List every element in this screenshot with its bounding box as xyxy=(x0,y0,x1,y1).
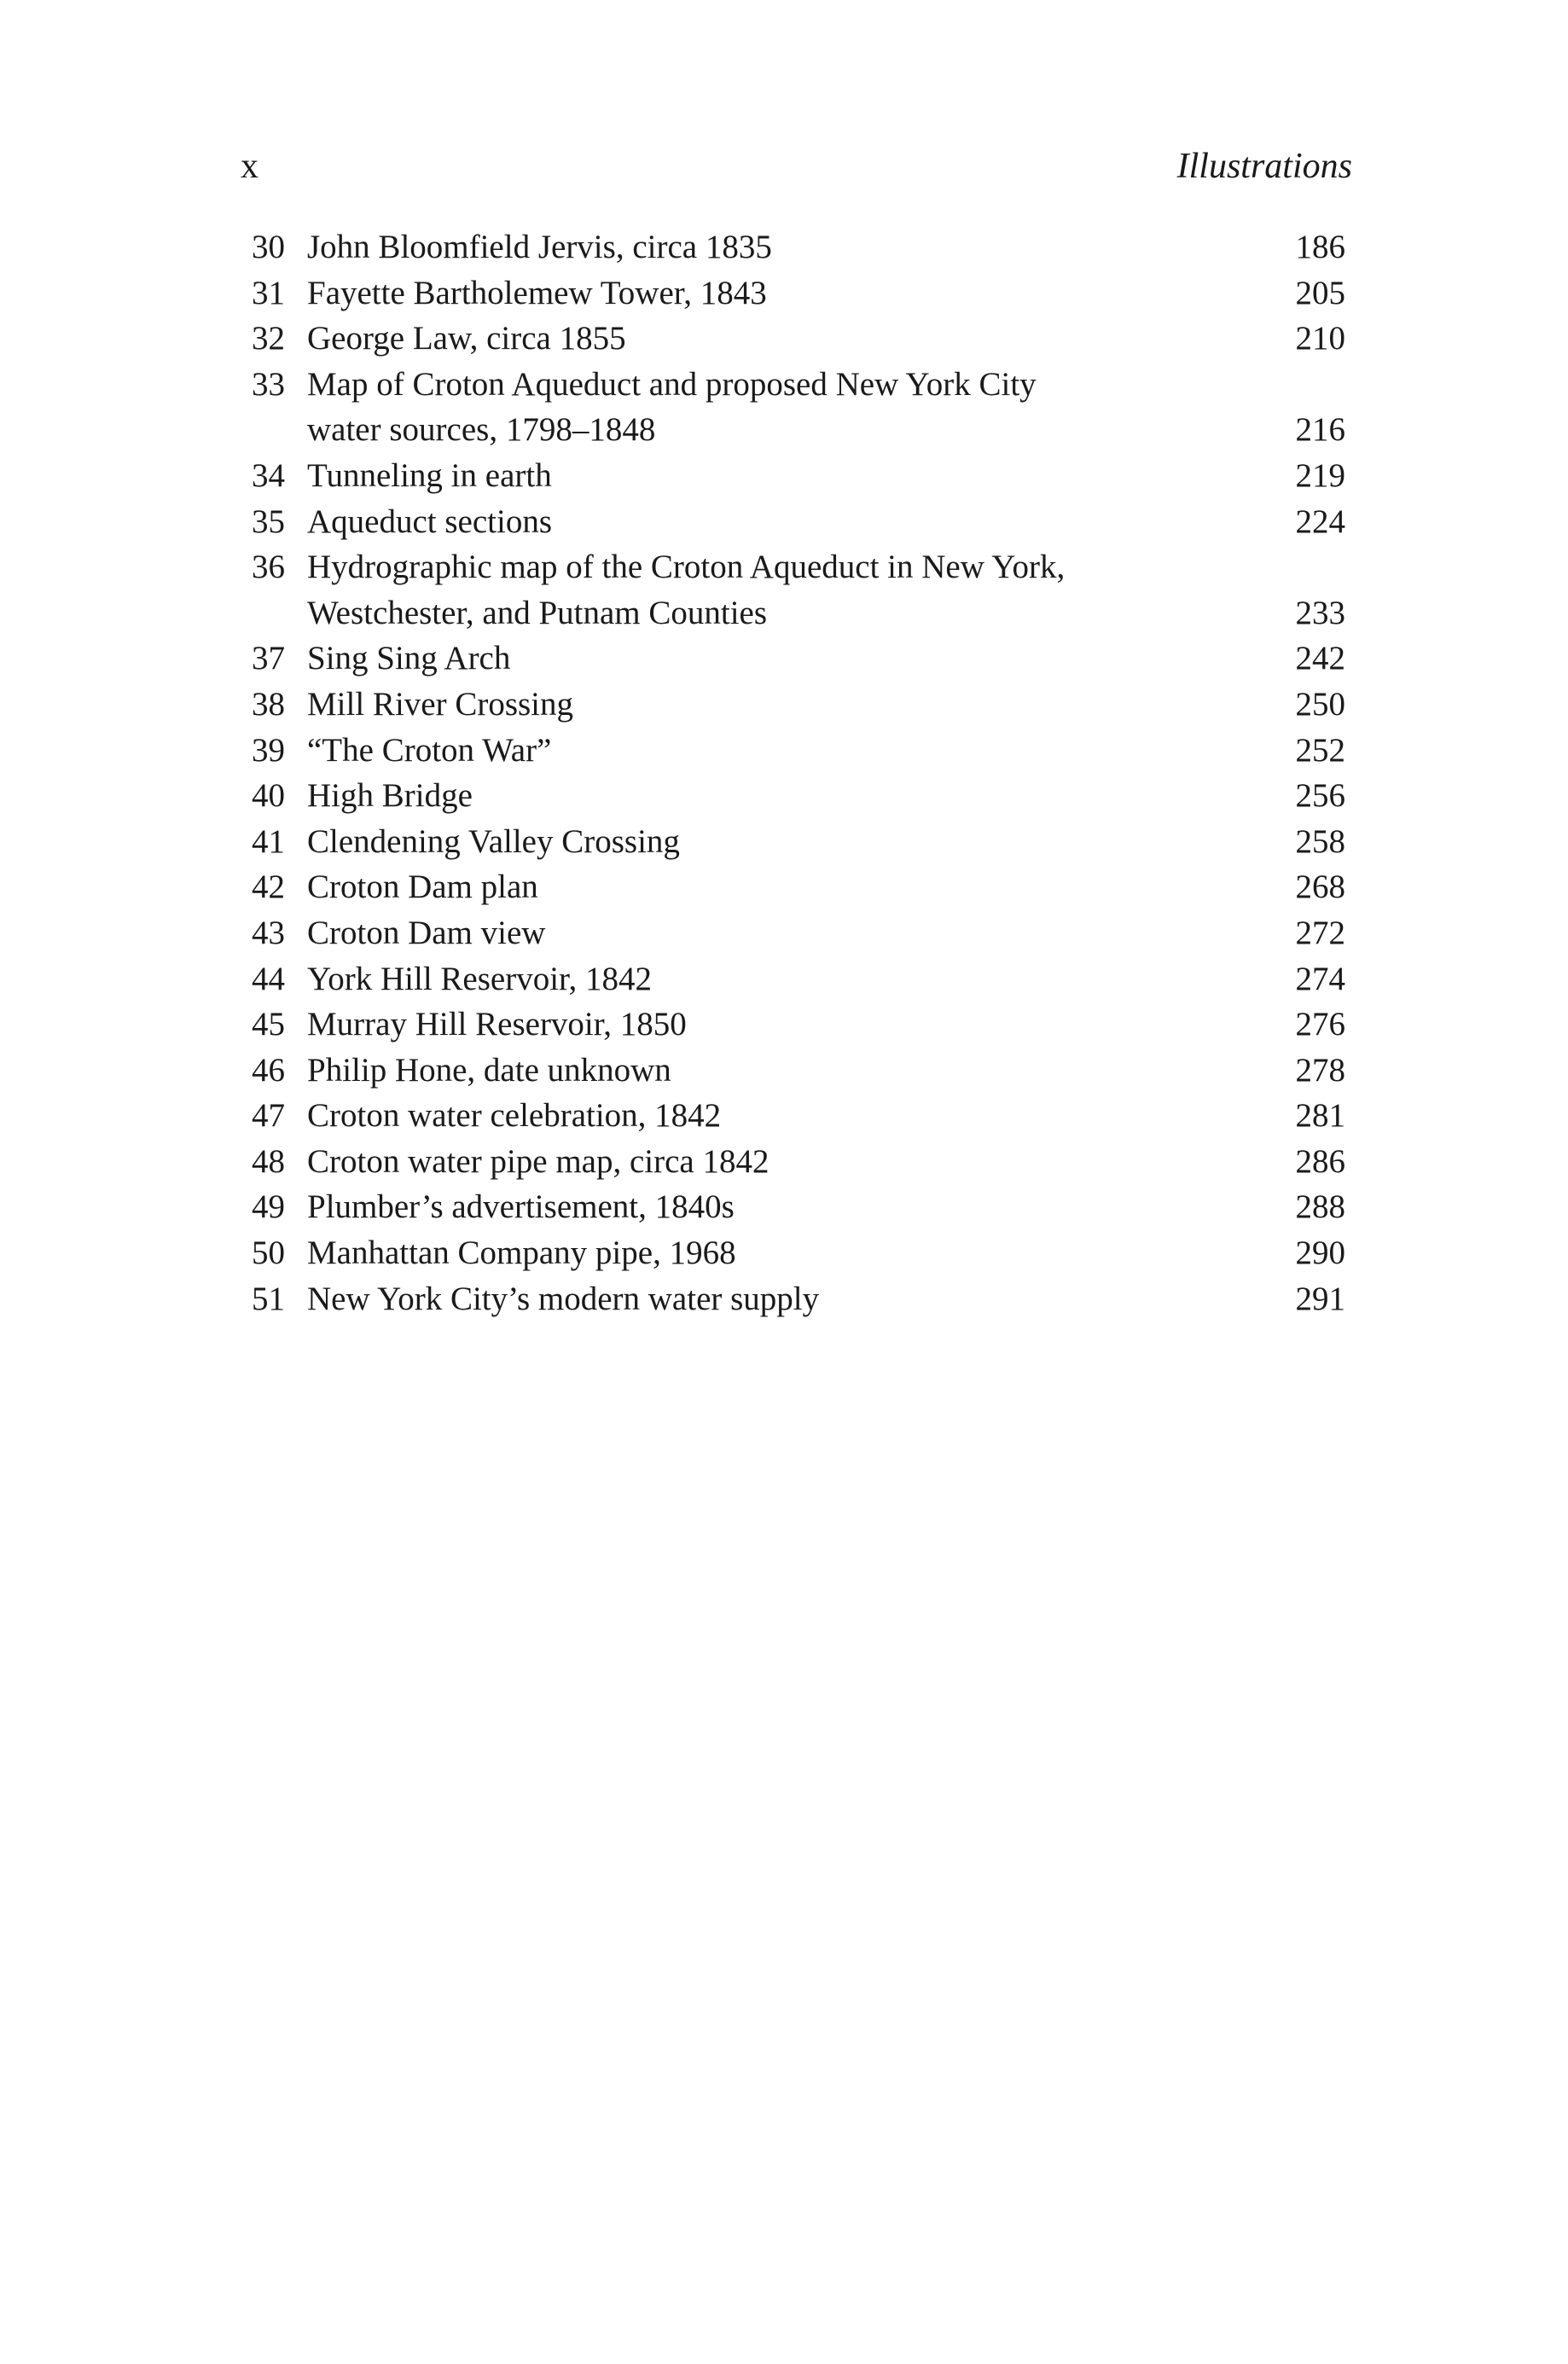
illustration-entry xyxy=(241,224,1352,270)
illustration-page-number: 268 xyxy=(1295,868,1345,906)
illustration-page-number: 286 xyxy=(1295,1142,1345,1180)
illustration-title-line: Croton water pipe map, circa 1842 xyxy=(307,1142,769,1180)
illustration-page-number: 274 xyxy=(1295,960,1345,997)
illustration-page-number: 276 xyxy=(1295,1006,1345,1043)
illustration-title-line: York Hill Reservoir, 1842 xyxy=(307,960,652,997)
illustration-number: 41 xyxy=(252,822,285,860)
illustration-title-line: Croton water celebration, 1842 xyxy=(307,1097,722,1135)
illustration-title xyxy=(307,910,1216,956)
illustration-page-number: 186 xyxy=(1295,229,1345,265)
illustration-page-number: 252 xyxy=(1295,731,1345,769)
illustration-title xyxy=(307,682,1216,728)
illustration-title-line: John Bloomfield Jervis, circa 1835 xyxy=(307,229,772,265)
illustration-page-number: 250 xyxy=(1295,685,1345,723)
illustration-number: 42 xyxy=(252,868,285,906)
illustration-entry xyxy=(241,1276,1352,1322)
illustration-number: 50 xyxy=(252,1234,285,1272)
illustration-title-line: Croton Dam plan xyxy=(307,868,538,906)
illustration-title xyxy=(307,1184,1216,1230)
illustration-number: 39 xyxy=(252,731,285,769)
illustration-entry xyxy=(241,1048,1352,1094)
illustration-entry xyxy=(241,864,1352,910)
illustration-title xyxy=(307,1002,1216,1048)
illustration-title xyxy=(307,1230,1216,1276)
illustration-number: 34 xyxy=(252,456,285,494)
illustration-number: 40 xyxy=(252,777,285,815)
illustration-title xyxy=(307,728,1216,774)
illustration-entry xyxy=(241,1139,1352,1185)
illustration-title xyxy=(307,316,1216,362)
illustration-title xyxy=(307,224,1216,270)
illustration-entry xyxy=(241,362,1352,453)
illustration-page-number: 278 xyxy=(1295,1051,1345,1089)
illustration-page-number: 272 xyxy=(1295,914,1345,951)
illustration-page-number: 216 xyxy=(1295,411,1345,449)
illustration-title-line: Philip Hone, date unknown xyxy=(307,1051,671,1089)
illustration-entry xyxy=(241,1002,1352,1048)
illustration-title xyxy=(307,1276,1216,1322)
illustration-page-number: 210 xyxy=(1295,320,1345,357)
illustration-title-line: Hydrographic map of the Croton Aqueduct in New York, xyxy=(307,549,1066,586)
illustration-page-number: 219 xyxy=(1295,456,1345,494)
illustration-number: 36 xyxy=(252,549,285,586)
illustration-entry xyxy=(241,1093,1352,1139)
illustration-title xyxy=(307,1048,1216,1094)
illustration-title-line: Westchester, and Putnam Counties xyxy=(307,594,768,631)
illustration-title xyxy=(307,636,1216,682)
illustration-title-line: water sources, 1798–1848 xyxy=(307,411,656,449)
illustration-title-line: George Law, circa 1855 xyxy=(307,320,626,357)
illustration-number: 35 xyxy=(252,502,285,540)
illustration-number: 38 xyxy=(252,685,285,723)
illustration-title-line: Murray Hill Reservoir, 1850 xyxy=(307,1006,687,1043)
illustration-entry xyxy=(241,636,1352,682)
illustration-title-line: Manhattan Company pipe, 1968 xyxy=(307,1234,736,1272)
illustration-number: 31 xyxy=(252,274,285,311)
illustration-title xyxy=(307,499,1216,545)
illustration-title xyxy=(307,270,1216,317)
illustration-page-number: 205 xyxy=(1295,274,1345,311)
illustration-title-line: Fayette Bartholemew Tower, 1843 xyxy=(307,274,767,311)
illustration-entry xyxy=(241,499,1352,545)
illustration-number: 49 xyxy=(252,1188,285,1226)
illustration-number: 51 xyxy=(252,1280,285,1317)
page-folio: x xyxy=(241,147,258,186)
illustration-title xyxy=(307,544,1216,636)
illustration-entry xyxy=(241,773,1352,819)
illustration-entry xyxy=(241,270,1352,317)
illustration-title-line: Croton Dam view xyxy=(307,914,546,951)
illustration-title xyxy=(307,956,1216,1002)
illustration-number: 43 xyxy=(252,914,285,951)
illustration-entry xyxy=(241,453,1352,499)
illustration-page-number: 256 xyxy=(1295,777,1345,815)
illustration-list xyxy=(241,224,1352,1321)
illustration-number: 48 xyxy=(252,1142,285,1180)
illustration-title-line: Aqueduct sections xyxy=(307,502,553,540)
illustration-entry xyxy=(241,728,1352,774)
illustration-entry xyxy=(241,910,1352,956)
illustration-page-number: 224 xyxy=(1295,502,1345,540)
illustration-entry xyxy=(241,1184,1352,1230)
illustration-page-number: 281 xyxy=(1295,1097,1345,1135)
illustration-title xyxy=(307,1139,1216,1185)
illustration-title-line: Map of Croton Aqueduct and proposed New York City xyxy=(307,365,1037,403)
illustration-number: 47 xyxy=(252,1097,285,1135)
illustration-entry xyxy=(241,544,1352,636)
illustration-page-number: 258 xyxy=(1295,822,1345,860)
section-title: Illustrations xyxy=(1176,147,1352,186)
illustration-title xyxy=(307,819,1216,865)
illustration-title-line: New York City’s modern water supply xyxy=(307,1280,820,1317)
illustration-number: 44 xyxy=(252,960,285,997)
illustration-number: 37 xyxy=(252,640,285,677)
illustration-page-number: 233 xyxy=(1295,594,1345,631)
illustration-number: 46 xyxy=(252,1051,285,1089)
illustration-title xyxy=(307,773,1216,819)
illustration-page-number: 288 xyxy=(1295,1188,1345,1226)
illustration-title xyxy=(307,362,1216,453)
illustration-number: 33 xyxy=(252,365,285,403)
illustration-title xyxy=(307,453,1216,499)
illustration-entry xyxy=(241,819,1352,865)
illustration-title-line: “The Croton War” xyxy=(307,731,552,769)
illustration-number: 30 xyxy=(252,229,285,265)
running-head xyxy=(241,141,1352,192)
illustration-page-number: 291 xyxy=(1295,1280,1345,1317)
illustration-number: 45 xyxy=(252,1006,285,1043)
illustration-number: 32 xyxy=(252,320,285,357)
illustration-entry xyxy=(241,316,1352,362)
illustration-entry xyxy=(241,1230,1352,1276)
illustration-page-number: 242 xyxy=(1295,640,1345,677)
illustration-title xyxy=(307,864,1216,910)
illustration-title-line: Clendening Valley Crossing xyxy=(307,822,680,860)
illustration-title-line: High Bridge xyxy=(307,777,473,815)
illustration-entry xyxy=(241,682,1352,728)
illustration-title xyxy=(307,1093,1216,1139)
illustration-title-line: Mill River Crossing xyxy=(307,685,574,723)
illustration-title-line: Plumber’s advertisement, 1840s xyxy=(307,1188,735,1226)
illustration-title-line: Tunneling in earth xyxy=(307,456,552,494)
illustration-page-number: 290 xyxy=(1295,1234,1345,1272)
illustration-title-line: Sing Sing Arch xyxy=(307,640,511,677)
illustration-entry xyxy=(241,956,1352,1002)
